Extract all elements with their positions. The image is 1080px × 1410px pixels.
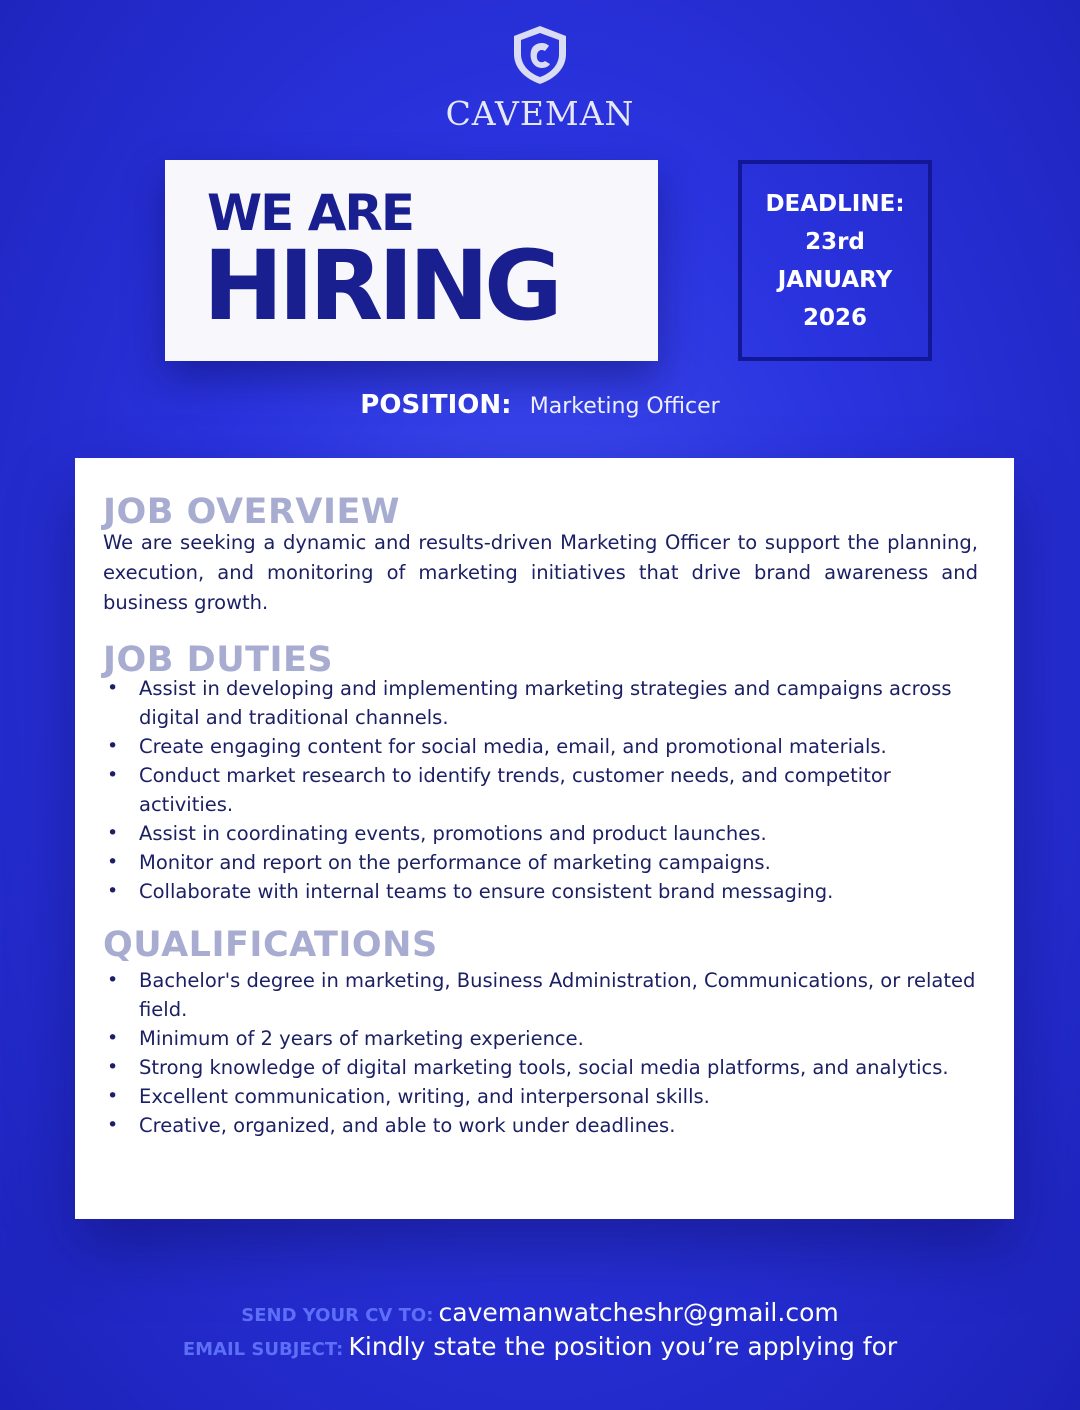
list-item: • Monitor and report on the performance of marketing campaigns. xyxy=(103,848,983,877)
duties-list xyxy=(103,674,983,906)
deadline-month: JANUARY xyxy=(777,266,893,293)
shield-c-icon xyxy=(509,24,571,86)
headline-line1: WE ARE xyxy=(207,184,414,242)
brand-logo xyxy=(0,24,1080,133)
list-item: • Assist in coordinating events, promotions and product launches. xyxy=(103,819,983,848)
bullet-icon: • xyxy=(107,677,119,699)
qualifications-list xyxy=(103,966,983,1140)
overview-text: We are seeking a dynamic and results-driven Marketing Officer to support the planning, execution, and monitoring of marketing initiatives that drive brand awareness and business growth. xyxy=(103,531,978,614)
list-item: • Strong knowledge of digital marketing tools, social media platforms, and analytics. xyxy=(103,1053,983,1082)
list-item: • Conduct market research to identify trends, customer needs, and competitor activities. xyxy=(103,761,983,819)
cv-email-link[interactable]: cavemanwatcheshr@gmail.com xyxy=(438,1298,839,1327)
qualifications-title: QUALIFICATIONS xyxy=(103,925,438,965)
bullet-icon: • xyxy=(107,1056,119,1078)
bullet-icon: • xyxy=(107,764,119,786)
list-item: • Create engaging content for social media, email, and promotional materials. xyxy=(103,732,983,761)
hiring-banner xyxy=(165,160,658,361)
position-line xyxy=(0,390,1080,420)
deadline-box xyxy=(738,160,932,361)
cv-label: SEND YOUR CV TO: xyxy=(241,1305,434,1326)
list-item: • Minimum of 2 years of marketing experience. xyxy=(103,1024,983,1053)
bullet-icon: • xyxy=(107,1114,119,1136)
bullet-icon: • xyxy=(107,969,119,991)
list-item: • Excellent communication, writing, and interpersonal skills. xyxy=(103,1082,983,1111)
list-item: • Bachelor's degree in marketing, Business Administration, Communications, or related field. xyxy=(103,966,983,1024)
subject-label: EMAIL SUBJECT: xyxy=(182,1339,344,1360)
brand-name: CAVEMAN xyxy=(445,94,635,133)
list-item: • Creative, organized, and able to work under deadlines. xyxy=(103,1111,983,1140)
overview-title: JOB OVERVIEW xyxy=(103,492,401,532)
list-item: • Assist in developing and implementing marketing strategies and campaigns across digital and traditional channels. xyxy=(103,674,983,732)
deadline-label: DEADLINE: xyxy=(765,190,905,217)
position-label: POSITION: xyxy=(360,390,512,420)
headline-line2: HIRING xyxy=(203,230,558,342)
position-value: Marketing Officer xyxy=(529,394,720,419)
bullet-icon: • xyxy=(107,1085,119,1107)
cv-contact-line xyxy=(0,1298,1080,1327)
subject-value: Kindly state the position you’re applying for xyxy=(348,1332,898,1361)
bullet-icon: • xyxy=(107,1027,119,1049)
job-details-card xyxy=(75,458,1014,1219)
bullet-icon: • xyxy=(107,735,119,757)
list-item: • Collaborate with internal teams to ensure consistent brand messaging. xyxy=(103,877,983,906)
deadline-year: 2026 xyxy=(802,304,867,331)
deadline-day: 23rd xyxy=(805,228,865,255)
email-subject-line xyxy=(0,1332,1080,1361)
duties-title: JOB DUTIES xyxy=(103,640,334,680)
bullet-icon: • xyxy=(107,822,119,844)
bullet-icon: • xyxy=(107,880,119,902)
bullet-icon: • xyxy=(107,851,119,873)
